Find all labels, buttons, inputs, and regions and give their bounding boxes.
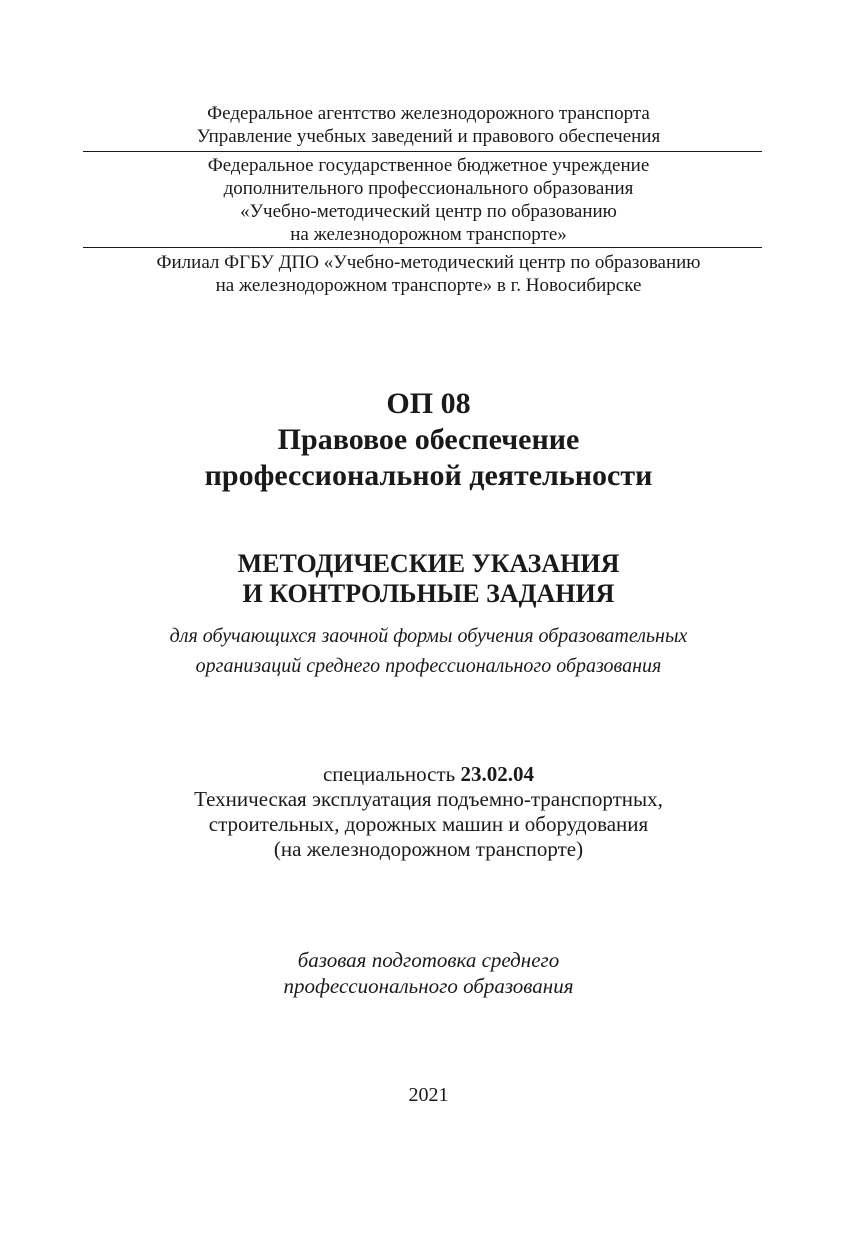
- specialty-label: специальность: [322, 762, 461, 786]
- agency-name: Федеральное агентство железнодорожного транспорта: [207, 103, 650, 124]
- specialty-block: [0, 762, 857, 862]
- subtitle-line: И КОНТРОЛЬНЫЕ ЗАДАНИЯ: [242, 579, 615, 608]
- education-level: [0, 947, 857, 999]
- branch-line: на железнодорожном транспорте» в г. Новосибирске: [215, 275, 642, 296]
- agency-header: [0, 102, 857, 148]
- agency-department: Управление учебных заведений и правового обеспечения: [196, 126, 661, 147]
- document-subtitle: [0, 549, 857, 609]
- level-line: базовая подготовка среднего: [297, 948, 560, 972]
- institution-line: «Учебно-методический центр по образованию: [240, 201, 617, 222]
- course-title-line: профессиональной деятельности: [204, 459, 653, 492]
- document-title: [0, 386, 857, 494]
- audience-line: организаций среднего профессионального образования: [195, 655, 662, 677]
- audience-line: для обучающихся заочной формы обучения образовательных: [169, 625, 688, 647]
- header-divider-top: [83, 151, 762, 152]
- course-title-line: Правовое обеспечение: [277, 423, 580, 456]
- target-audience: [0, 621, 857, 681]
- specialty-code: 23.02.04: [460, 762, 534, 786]
- institution-line: на железнодорожном транспорте»: [290, 224, 567, 245]
- level-line: профессионального образования: [283, 974, 574, 998]
- course-code: ОП 08: [386, 387, 471, 420]
- institution-header: [0, 154, 857, 246]
- publication-year: 2021: [408, 1084, 449, 1106]
- branch-header: [0, 251, 857, 297]
- subtitle-line: МЕТОДИЧЕСКИЕ УКАЗАНИЯ: [237, 549, 620, 578]
- branch-line: Филиал ФГБУ ДПО «Учебно-методический центр по образованию: [156, 252, 701, 273]
- specialty-name-line: строительных, дорожных машин и оборудования: [208, 812, 649, 836]
- institution-line: дополнительного профессионального образования: [223, 178, 634, 199]
- specialty-heading: [0, 762, 857, 787]
- specialty-name-line: Техническая эксплуатация подъемно-транспортных,: [194, 787, 663, 811]
- specialty-name-line: (на железнодорожном транспорте): [273, 837, 584, 861]
- header-divider-bottom: [83, 247, 762, 248]
- institution-line: Федеральное государственное бюджетное учреждение: [207, 155, 650, 176]
